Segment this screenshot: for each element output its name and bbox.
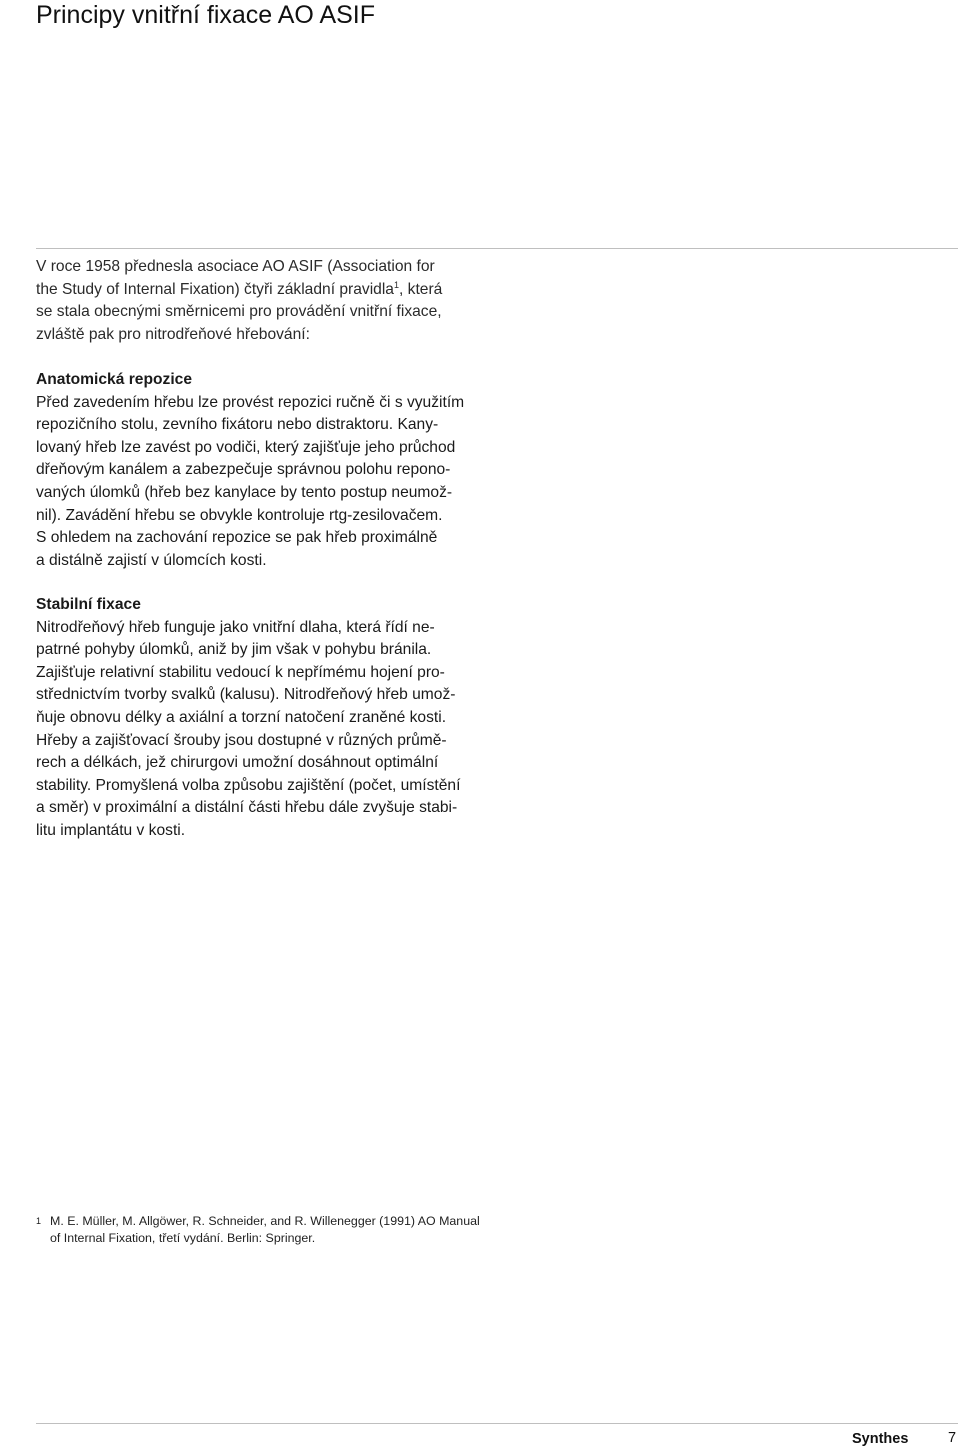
footnote-line: M. E. Müller, M. Allgöwer, R. Schneider, and R. Willenegger (1991) AO Manual xyxy=(50,1214,480,1228)
intro-line: se stala obecnými směrnicemi pro provádění vnitřní fixace, xyxy=(36,303,442,321)
body-line: střednictvím tvorby svalků (kalusu). Nitrodřeňový hřeb umož- xyxy=(36,686,456,704)
footnote-marker: 1 xyxy=(36,1216,42,1226)
body-line: a distálně zajistí v úlomcích kosti. xyxy=(36,551,267,569)
body-line: S ohledem na zachování repozice se pak hřeb proximálně xyxy=(36,529,438,547)
body-line: Hřeby a zajišťovací šrouby jsou dostupné v různých průmě- xyxy=(36,731,447,749)
intro-line-text: , která xyxy=(398,280,443,298)
body-line: vaných úlomků (hřeb bez kanylace by tento postup neumož- xyxy=(36,483,453,501)
body-line: Zajišťuje relativní stabilitu vedoucí k nepřímému hojení pro- xyxy=(36,663,445,681)
section-stable-fixation xyxy=(36,594,486,843)
footnote-line: of Internal Fixation, třetí vydání. Berlin: Springer. xyxy=(50,1231,316,1245)
body-line: Nitrodřeňový hřeb funguje jako vnitřní dlaha, která řídí ne- xyxy=(36,618,435,636)
section-heading: Stabilní fixace xyxy=(36,596,141,613)
section-heading: Anatomická repozice xyxy=(36,371,192,388)
section-anatomic-reduction xyxy=(36,369,486,572)
body-line: dřeňovým kanálem a zabezpečuje správnou polohu repono- xyxy=(36,461,451,479)
body-line: stability. Promyšlená volba způsobu zajištění (počet, umístění xyxy=(36,776,461,794)
page-number: 7 xyxy=(948,1430,957,1446)
body-line: rech a délkách, jež chirurgovi umožní dosáhnout optimální xyxy=(36,754,439,772)
footnote xyxy=(50,1213,510,1247)
body-line: Před zavedením hřebu lze provést repozici ručně či s využitím xyxy=(36,393,465,411)
intro-line: V roce 1958 přednesla asociace AO ASIF (Association for xyxy=(36,258,435,275)
page-title: Principy vnitřní fixace AO ASIF xyxy=(36,1,376,29)
intro-paragraph xyxy=(36,256,486,346)
body-line: patrné pohyby úlomků, aniž by jim však v pohybu bránila. xyxy=(36,641,432,659)
body-line: ňuje obnovu délky a axiální a torzní natočení zraněné kosti. xyxy=(36,708,447,726)
intro-line-text: the Study of Internal Fixation) čtyři základní pravidla xyxy=(36,280,394,298)
body-line: nil). Zavádění hřebu se obvykle kontroluje rtg-zesilovačem. xyxy=(36,506,443,524)
intro-line xyxy=(36,279,486,302)
body-line: a směr) v proximální a distální části hřebu dále zvyšuje stabi- xyxy=(36,799,458,817)
body-line: repozičního stolu, zevního fixátoru nebo distraktoru. Kany- xyxy=(36,416,439,434)
body-line: lovaný hřeb lze zavést po vodiči, který zajišťuje jeho průchod xyxy=(36,438,456,456)
brand-name: Synthes xyxy=(852,1431,909,1447)
body-line: litu implantátu v kosti. xyxy=(36,821,186,839)
footnote-reference: 1 xyxy=(393,279,399,290)
intro-line: zvláště pak pro nitrodřeňové hřebování: xyxy=(36,325,310,343)
top-divider xyxy=(36,248,958,249)
bottom-divider xyxy=(36,1423,958,1424)
